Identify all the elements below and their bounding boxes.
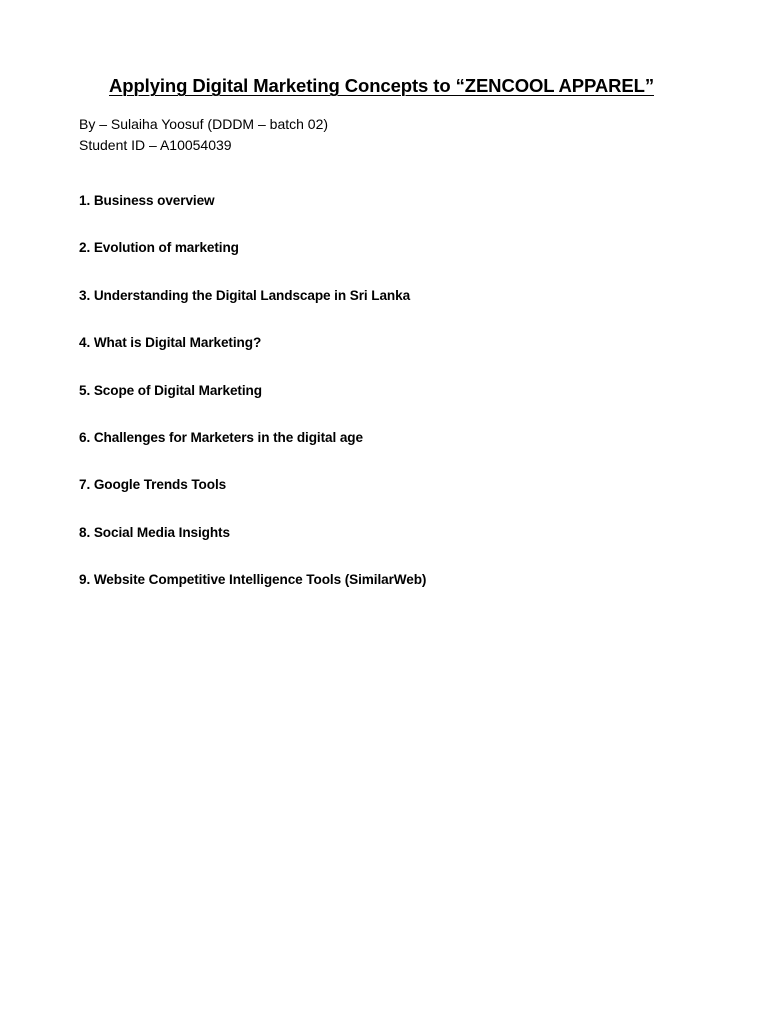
toc-item-business-overview: 1. Business overview xyxy=(79,193,215,208)
toc-item-competitive-intelligence: 9. Website Competitive Intelligence Tools (SimilarWeb) xyxy=(79,572,427,588)
toc-item-google-trends: 7. Google Trends Tools xyxy=(79,477,227,493)
toc-item-what-is-digital-marketing: 4. What is Digital Marketing? xyxy=(79,335,262,351)
toc-item-digital-landscape: 3. Understanding the Digital Landscape in Sri Lanka xyxy=(79,287,411,303)
toc-item-scope-of-digital-marketing: 5. Scope of Digital Marketing xyxy=(79,382,262,398)
author-line: By – Sulaiha Yoosuf (DDDM – batch 02) xyxy=(79,116,329,132)
author-block xyxy=(79,114,328,156)
toc-item-evolution-of-marketing: 2. Evolution of marketing xyxy=(79,240,239,256)
table-of-contents xyxy=(79,192,426,619)
toc-item-challenges: 6. Challenges for Marketers in the digital age xyxy=(79,429,363,445)
document-title: Applying Digital Marketing Concepts to “ZENCOOL APPAREL” xyxy=(109,75,654,96)
student-id-line: Student ID – A10054039 xyxy=(79,137,232,153)
toc-item-social-media-insights: 8. Social Media Insights xyxy=(79,524,230,540)
